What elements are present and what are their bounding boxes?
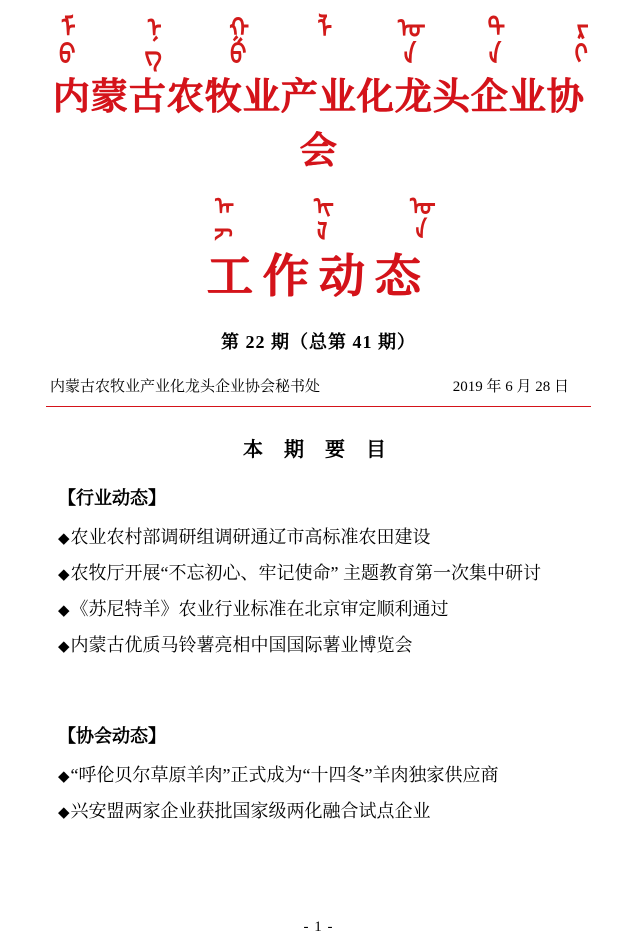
mongolian-glyph: ᠭᠤ bbox=[218, 12, 247, 66]
page-number: - 1 - bbox=[303, 919, 334, 935]
toc-item[interactable] bbox=[58, 558, 593, 589]
bullet-icon: ◆ bbox=[58, 768, 70, 785]
toc-section-industry bbox=[44, 484, 593, 661]
mongolian-glyph: ᠷᠢ bbox=[561, 12, 590, 66]
masthead-title: 内蒙古农牧业产业化龙头企业协会 bbox=[52, 77, 585, 172]
publisher-row bbox=[44, 375, 593, 396]
mongolian-glyph: ᠢᠯ bbox=[305, 192, 332, 242]
toc-item[interactable] bbox=[58, 522, 593, 553]
toc-item-label: 内蒙古优质马铃薯亮相中国国际薯业博览会 bbox=[70, 634, 413, 655]
mongolian-glyph: ᠯ bbox=[304, 12, 333, 39]
toc-item-label: 《苏尼特羊》农业行业标准在北京审定顺利通过 bbox=[70, 598, 449, 619]
mongolian-glyph: ᠨᠭ bbox=[133, 12, 162, 66]
bullet-icon: ◆ bbox=[58, 566, 70, 583]
toc-title: 本 期 要 目 bbox=[243, 439, 394, 461]
section-heading: 【协会动态】 bbox=[58, 725, 166, 746]
mongolian-glyph: ᠠᠵ bbox=[206, 192, 233, 242]
issue-number: 第 22 期（总第 41 期） bbox=[221, 332, 416, 352]
bullet-icon: ◆ bbox=[58, 602, 70, 619]
toc-section-association bbox=[44, 722, 593, 827]
section-heading: 【行业动态】 bbox=[58, 488, 166, 508]
toc-item[interactable] bbox=[58, 760, 593, 791]
toc-item-label: 兴安盟两家企业获批国家级两化融合试点企业 bbox=[70, 800, 431, 821]
masthead-subtitle: 工作动态 bbox=[206, 251, 431, 302]
mongolian-script-mid-row bbox=[44, 192, 593, 242]
toc-item[interactable] bbox=[58, 796, 593, 827]
bullet-icon: ◆ bbox=[58, 804, 70, 821]
mongolian-glyph: ᠲᠠ bbox=[475, 12, 504, 66]
mongolian-glyph: ᠤᠨ bbox=[404, 192, 431, 242]
bullet-icon: ◆ bbox=[58, 531, 70, 547]
publisher-name: 内蒙古农牧业产业化龙头企业协会秘书处 bbox=[50, 379, 321, 395]
toc-item-label: 农业农村部调研组调研通辽市高标准农田建设 bbox=[70, 527, 431, 547]
mongolian-glyph: ᠮᠤ bbox=[47, 12, 76, 66]
mongolian-glyph: ᠤᠨ bbox=[390, 12, 419, 66]
mongolian-script-top-row bbox=[44, 0, 593, 66]
toc-item[interactable] bbox=[58, 594, 593, 625]
toc-item-label: “呼伦贝尔草原羊肉”正式成为“十四冬”羊肉独家供应商 bbox=[70, 764, 499, 785]
section-spacer bbox=[44, 666, 593, 700]
bullet-icon: ◆ bbox=[58, 638, 70, 655]
toc-item-label: 农牧厅开展“不忘初心、牢记使命” 主题教育第一次集中研讨 bbox=[70, 562, 542, 583]
toc-item[interactable] bbox=[58, 630, 593, 661]
publication-date: 2019 年 6 月 28 日 bbox=[452, 379, 569, 395]
masthead-divider bbox=[46, 406, 591, 407]
